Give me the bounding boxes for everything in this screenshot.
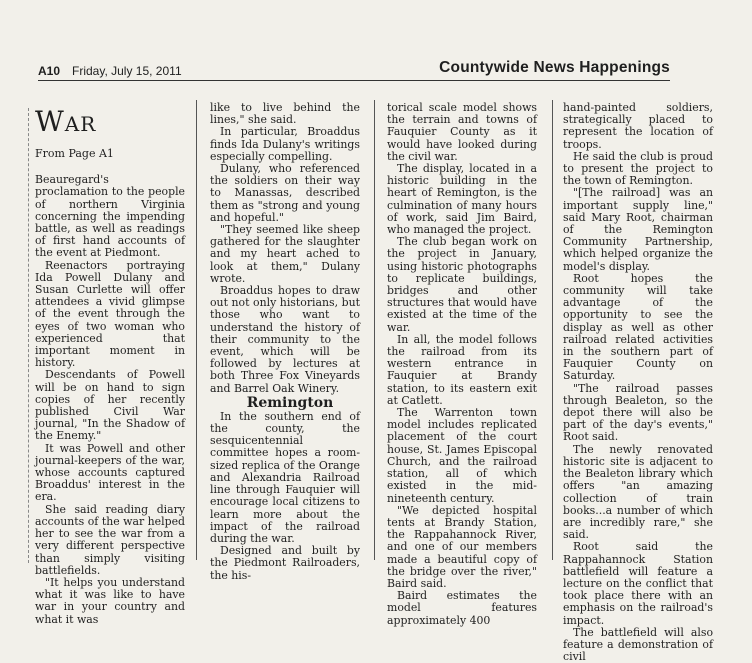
paragraph: Dulany, who referenced the soldiers on their way to Manassas, described them as "strong and young and hopeful." bbox=[210, 162, 360, 224]
page-number: A10 bbox=[38, 64, 61, 78]
column-2-continued bbox=[210, 411, 360, 582]
column-1-body bbox=[35, 174, 185, 626]
paragraph: Designed and built by the Piedmont Railroaders, the his- bbox=[210, 544, 360, 582]
article-column-3 bbox=[387, 102, 537, 627]
paragraph: Descendants of Powell will be on hand to sign copies of her recently published Civil War journal, "In the Shadow of the Enemy." bbox=[35, 368, 185, 443]
paragraph: The newly renovated historic site is adjacent to the Bealeton library which offers "an amazing collection of train books...a number of which are incredibly rare," she said. bbox=[563, 442, 713, 542]
section-title: Countywide News Happenings bbox=[439, 59, 670, 76]
paragraph: "It helps you understand what it was like to have war in your country and what it was bbox=[35, 575, 185, 626]
paragraph: She said reading diary accounts of the war helped her to see the war from a very different perspective than simply visiting battlefields. bbox=[35, 502, 185, 577]
paragraph: "We depicted hospital tents at Brandy Station, the Rappahannock River, and one of our members made a beautiful copy of the bridge over the river," Baird said. bbox=[387, 503, 537, 590]
issue-date: Friday, July 15, 2011 bbox=[72, 64, 182, 78]
paragraph: Root hopes the community will take advantage of the opportunity to see the display as well as other railroad related activities in the southern part of Fauquier County on Saturday. bbox=[563, 271, 713, 383]
paragraph: The display, located in a historic building in the heart of Remington, is the culmination of many hours of work, said Jim Baird, who managed the project. bbox=[387, 162, 537, 237]
clipping-edge bbox=[28, 108, 29, 563]
column-4-body bbox=[563, 102, 713, 663]
column-rule bbox=[552, 100, 553, 560]
jump-line: From Page A1 bbox=[35, 147, 114, 160]
subhead: Remington bbox=[246, 394, 334, 411]
column-rule bbox=[374, 100, 375, 560]
article-column-4 bbox=[563, 102, 713, 663]
paragraph: Beauregard's proclamation to the people of northern Virginia concerning the impending battle, as well as readings of first hand accounts of the event at Piedmont. bbox=[35, 173, 185, 260]
headline: War bbox=[35, 105, 97, 138]
paragraph: It was Powell and other journal-keepers of the war, whose accounts captured Broaddus' interest in the era. bbox=[35, 441, 185, 504]
paragraph: In the southern end of the county, the sesquicentennial committee hopes a room-sized replica of the Orange and Alexandria Railroad line through Fauquier will encourage local citizens to learn more about the impact of the railroad during the war. bbox=[210, 409, 360, 545]
paragraph: "The railroad passes through Bealeton, so the depot there will also be part of the day's events," Root said. bbox=[563, 381, 713, 444]
paragraph: The battlefield will also feature a demonstration of civil bbox=[563, 625, 713, 663]
article-column-2 bbox=[210, 102, 360, 582]
paragraph: In all, the model follows the railroad from its western entrance in Fauquier at Brandy station, to its eastern exit at Catlett. bbox=[387, 332, 537, 407]
paragraph: In particular, Broaddus finds Ida Dulany's writings especially compelling. bbox=[210, 125, 360, 163]
paragraph: Baird estimates the model features approximately 400 bbox=[387, 589, 537, 627]
paragraph: "[The railroad] was an important supply line," said Mary Root, chairman of the Remington Community Partnership, which helped organize the model's display. bbox=[563, 186, 713, 273]
article-column-1 bbox=[35, 106, 185, 626]
paragraph: He said the club is proud to present the project to the town of Remington. bbox=[563, 149, 713, 188]
column-2-body bbox=[210, 102, 360, 395]
paragraph: Reenactors portraying Ida Powell Dulany and Susan Curlette will offer attendees a vivid glimpse of the event through the eyes of two woman who experienced that important moment in history. bbox=[35, 258, 185, 370]
page-header bbox=[38, 58, 670, 81]
paragraph: Broaddus hopes to draw out not only historians, but those who want to understand the history of their community to the event, which will be followed by lectures at both Three Fox Vineyards and Barrel Oak Winery. bbox=[210, 284, 360, 395]
column-rule bbox=[196, 100, 197, 560]
paragraph: torical scale model shows the terrain and towns of Fauquier County as it would have looked during the civil war. bbox=[387, 101, 537, 163]
paragraph: The Warrenton town model includes replicated placement of the court house, St. James Episcopal Church, and the railroad station, all of which existed in the mid-nineteenth century. bbox=[387, 406, 537, 505]
column-3-body bbox=[387, 102, 537, 627]
paragraph: Root said the Rappahannock Station battlefield will feature a lecture on the conflict that took place there with an emphasis on the railroad's impact. bbox=[563, 540, 713, 627]
paragraph: The club began work on the project in January, using historic photographs to replicate buildings, bridges and other structures that would have existed at the time of the war. bbox=[387, 235, 537, 334]
paragraph: "They seemed like sheep gathered for the slaughter and my heart ached to look at them," Dulany wrote. bbox=[210, 223, 360, 285]
paragraph: like to live behind the lines," she said. bbox=[210, 101, 360, 127]
paragraph: hand-painted soldiers, strategically placed to represent the location of troops. bbox=[563, 101, 713, 151]
